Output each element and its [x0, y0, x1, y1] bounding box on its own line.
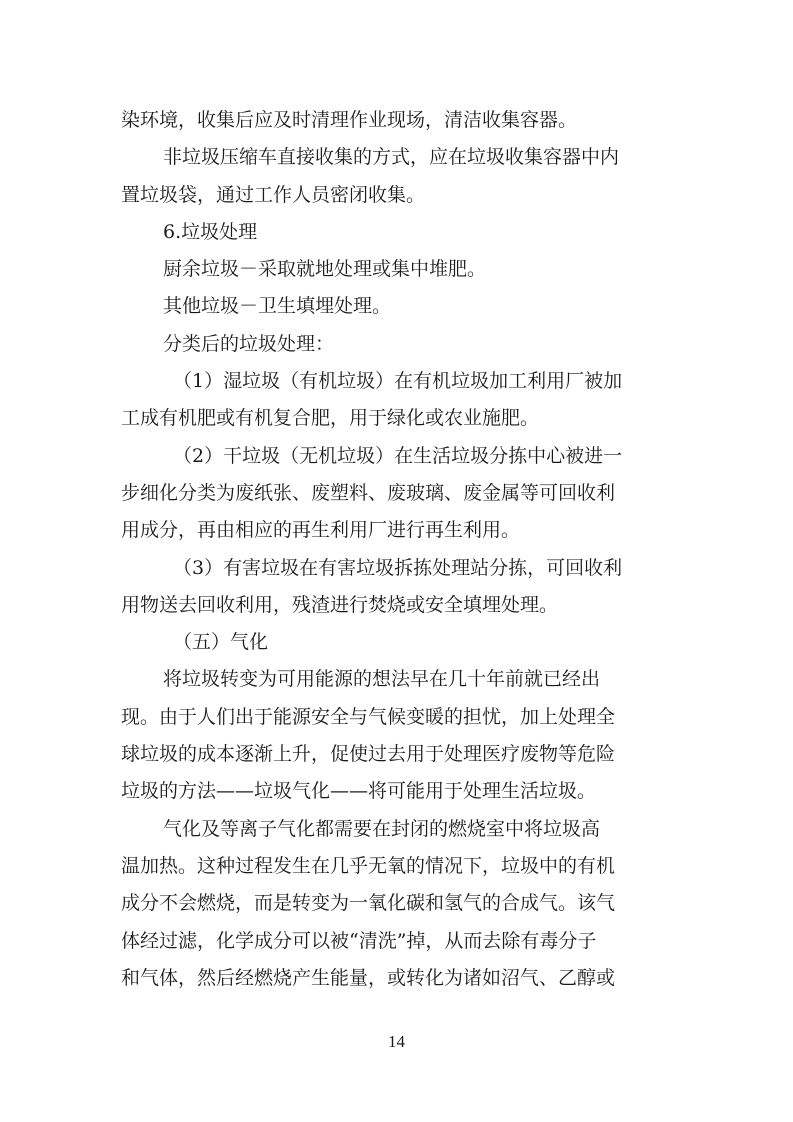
section-heading: 6.垃圾处理	[163, 220, 258, 243]
text-line: 其他垃圾－卫生填埋处理。	[163, 295, 392, 318]
text-line: 和气体，然后经燃烧产生能量，或转化为诸如沼气、乙醇或	[121, 966, 616, 989]
text-line: 用成分，再由相应的再生利用厂进行再生利用。	[121, 519, 521, 542]
text-line: 成分不会燃烧，而是转变为一氧化碳和氢气的合成气。该气	[121, 892, 616, 915]
body-text	[121, 102, 676, 997]
text-line: 现。由于人们出于能源安全与气候变暖的担忧，加上处理全	[121, 705, 616, 728]
text-line: 温加热。这种过程发生在几乎无氧的情况下，垃圾中的有机	[121, 854, 616, 877]
text-line: 染环境，收集后应及时清理作业现场，清洁收集容器。	[121, 109, 578, 131]
text-line: 球垃圾的成本逐渐上升，促使过去用于处理医疗废物等危险	[121, 743, 616, 766]
text-line: 置垃圾袋，通过工作人员密闭收集。	[121, 183, 426, 206]
text-line: 厨余垃圾－采取就地处理或集中堆肥。	[163, 258, 487, 281]
text-line: 垃圾的方法——垃圾气化——将可能用于处理生活垃圾。	[121, 780, 597, 803]
list-item: （3）有害垃圾在有害垃圾拆拣处理站分拣，可回收利	[173, 556, 623, 579]
text-line: 分类后的垃圾处理：	[163, 332, 335, 355]
text-line: 步细化分类为废纸张、废塑料、废玻璃、废金属等可回收利	[121, 481, 616, 504]
text-line: 气化及等离子气化都需要在封闭的燃烧室中将垃圾高	[163, 817, 601, 840]
list-item: （1）湿垃圾（有机垃圾）在有机垃圾加工利用厂被加	[173, 370, 623, 393]
text-line: 将垃圾转变为可用能源的想法早在几十年前就已经出	[163, 668, 601, 691]
text-line: 工成有机肥或有机复合肥，用于绿化或农业施肥。	[121, 407, 540, 430]
section-heading: （五）气化	[173, 631, 269, 654]
text-line: 非垃圾压缩车直接收集的方式，应在垃圾收集容器中内	[163, 146, 620, 169]
page-number: 14	[388, 1032, 405, 1051]
text-line: 体经过滤，化学成分可以被“清洗”掉，从而去除有毒分子	[121, 929, 597, 952]
list-item: （2）干垃圾（无机垃圾）在生活垃圾分拣中心被进一	[173, 444, 623, 467]
text-line: 用物送去回收利用，残渣进行焚烧或安全填埋处理。	[121, 593, 559, 616]
